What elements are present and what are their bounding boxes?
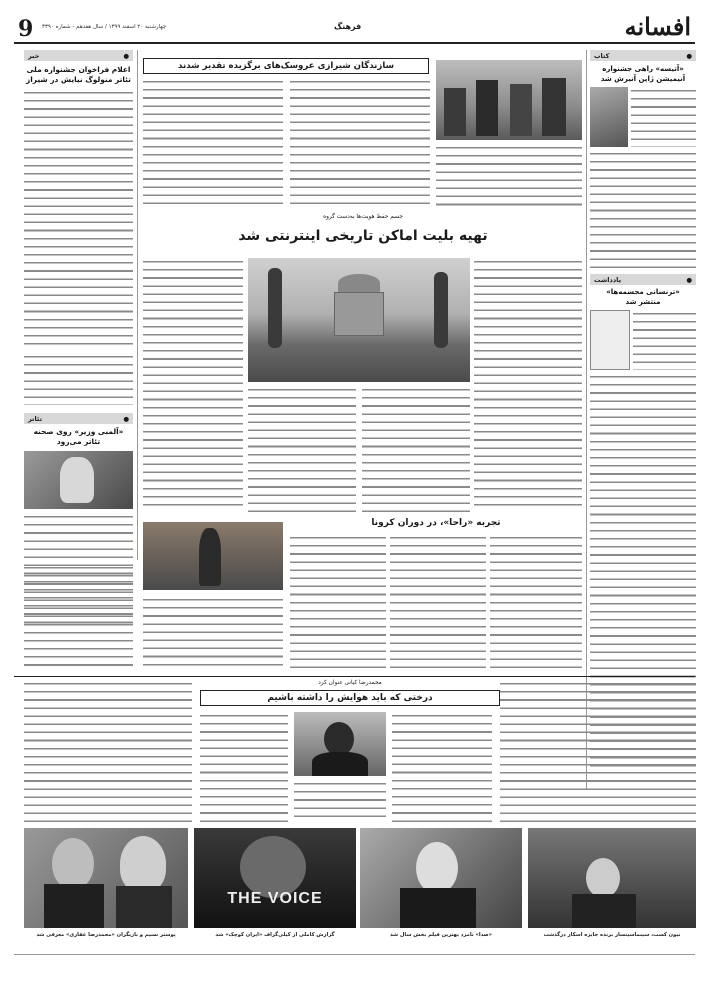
corona-story-body-4 (143, 596, 283, 670)
bottom-story-title: درختی که باید هوایش را داشته باشیم (267, 693, 433, 703)
section-label: فرهنگ (334, 22, 362, 31)
left-col-divider (137, 50, 138, 560)
right-col-divider (586, 50, 587, 790)
footer-rule (14, 954, 695, 955)
header-rule (14, 42, 695, 44)
main-story-body-3 (248, 386, 356, 512)
news-body-2 (24, 353, 133, 405)
corona-story-body-2 (390, 534, 486, 670)
book-photo (590, 87, 628, 147)
note-body (633, 310, 696, 370)
book-title: «آتیسه» راهی جشنواره آنیمیشن ژاپن آنیرش شد (600, 65, 686, 83)
the-voice-poster (194, 828, 356, 928)
news-title: اعلام فراخوان جشنواره ملی تئاتر منولوگ نیایش در شیراز (26, 65, 131, 84)
book-body-2 (590, 150, 696, 268)
theater-photo (24, 451, 133, 509)
news-body (24, 89, 133, 349)
top-story-title: سازندگان شیرازی عروسک‌های برگزیده تقدیر شدند (178, 61, 395, 71)
corona-story-title: تجربه «راحا»، در دوران کرونا (371, 518, 501, 528)
theater-title: «آلمبی وزیر» روی صحنه تئاتر می‌رود (33, 427, 124, 446)
top-story-body-2 (290, 78, 430, 208)
bottom-story-body-3 (294, 780, 386, 822)
bottom-story-rule (14, 676, 695, 677)
bottom-story-title-box (200, 690, 500, 706)
book-cover (590, 310, 630, 370)
film-poster-photo (24, 828, 188, 928)
main-story-title: تهیه بلیت اماکن تاریخی اینترنتی شد (238, 228, 488, 244)
book-bar: ● کتاب (590, 50, 696, 61)
kiani-portrait (294, 712, 386, 776)
bottom-photo-4: پوستر نسیم و بازیگران «محمدرضا غفاری» معرفی شد (24, 828, 188, 940)
oscar-photo (528, 828, 696, 928)
theater-bar: ● تئاتر (24, 413, 133, 424)
note-bar: ● یادداشت (590, 274, 696, 285)
bottom-photo-2: «صدا» نامزد بهترین فیلم بخش سال شد (360, 828, 522, 940)
the-voice-text: THE VOICE (227, 890, 323, 907)
news-bar: ● خبر (24, 50, 133, 61)
main-story-body-1 (143, 258, 243, 512)
hafez-tomb-photo (248, 258, 470, 382)
bottom-story-body-5 (500, 680, 696, 822)
book-body (631, 87, 696, 147)
top-story-photo (436, 60, 582, 140)
top-story-body-1 (143, 78, 283, 208)
corona-story-body-1 (290, 534, 386, 670)
sound-film-photo (360, 828, 522, 928)
right-column (590, 50, 696, 790)
bottom-photo-1: نیون کست، سینماسیتسار برنده جایزه اسکار درگذشت (528, 828, 696, 940)
main-story-body-4 (362, 386, 470, 512)
date-line: چهارشنبه ۲۰ اسفند ۱۳۹۹ / سال هفدهم - شماره ۳۳۹۰ (42, 24, 167, 30)
main-story-body-2 (474, 258, 582, 512)
corona-story-photo (143, 522, 283, 590)
top-story-body-3 (436, 144, 582, 208)
top-story-title-box (143, 58, 429, 74)
bottom-story-body-4 (392, 712, 492, 822)
page-header (14, 14, 695, 54)
left-bottom-body (24, 564, 133, 670)
bottom-photo-3: THE VOICE گزارش کاملی از کیلی‌گراف «ایران کوچک» شد (194, 828, 356, 940)
main-story-kicker: جسم حفظ هویت‌ها به‌دست گروه (323, 214, 403, 220)
newspaper-logo: افسانه (624, 12, 691, 41)
bottom-story-kicker: محمدرضا کیانی عنوان کرد (318, 680, 382, 686)
corona-story-body-3 (490, 534, 582, 670)
bottom-story-body-2 (200, 712, 288, 822)
page-number: 9 (18, 16, 34, 42)
left-column (24, 50, 133, 560)
note-title: «ترنسانی مجسمه‌ها» منتشر شد (606, 288, 680, 306)
bottom-story-body-1 (24, 680, 192, 822)
